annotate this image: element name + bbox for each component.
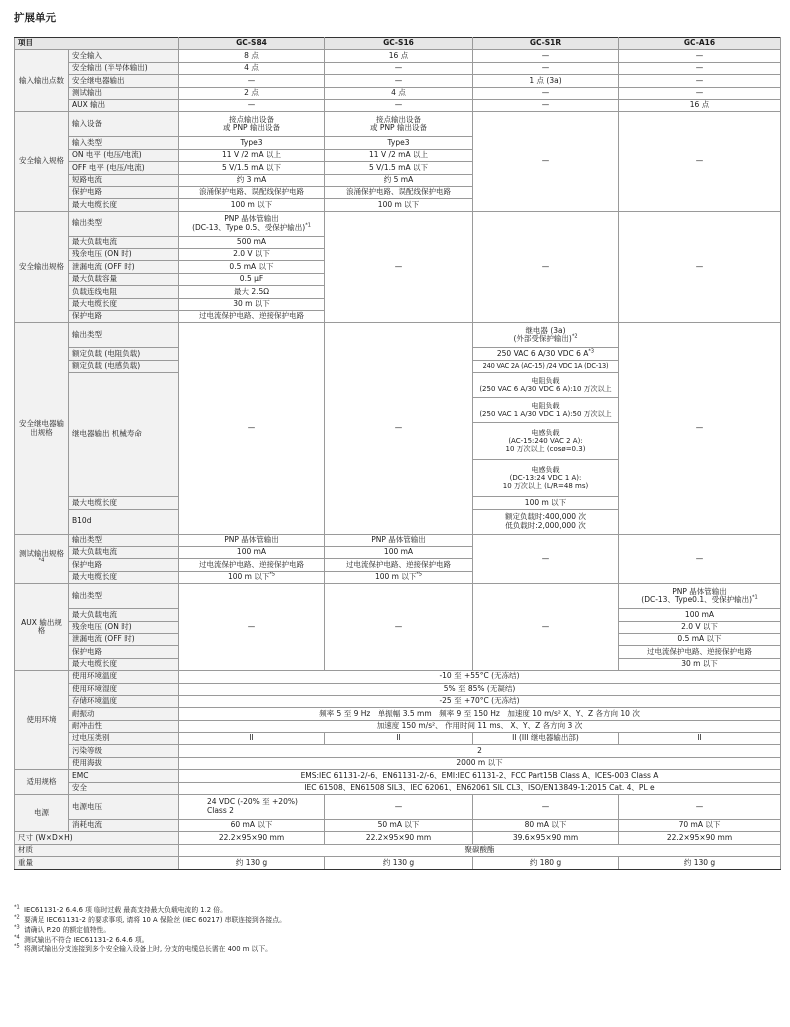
- table-row: [15, 857, 781, 869]
- param-label: 输出类型: [69, 584, 179, 609]
- footnote-ref: *1: [752, 594, 758, 601]
- param-label: 安全输出 (半导体输出): [69, 62, 179, 74]
- category-cell: 安全输出规格: [15, 211, 69, 323]
- value-cell: -25 至 +70°C (无冻结): [179, 695, 781, 707]
- value-cell: II: [619, 733, 781, 745]
- value-cell: 继电器 (3a) (外部受保护输出)$^{*2}$: [473, 323, 619, 348]
- param-label: 安全继电器输出: [69, 75, 179, 87]
- footnote-ref: *2: [571, 333, 578, 340]
- value-cell: 16 点: [325, 50, 473, 62]
- dash-cell: —: [619, 112, 781, 211]
- table-row: [15, 683, 781, 695]
- param-label: 最大电缆长度: [69, 298, 179, 310]
- value-cell: —: [473, 87, 619, 99]
- footnote-ref: *5: [416, 571, 423, 578]
- value-cell: 约 3 mA: [179, 174, 325, 186]
- value-cell: 0.5 mA 以下: [619, 633, 781, 645]
- param-label: 最大电缆长度: [69, 658, 179, 670]
- dash-cell: —: [473, 584, 619, 671]
- value-cell: Type3: [325, 137, 473, 149]
- param-label: 最大负载电流: [69, 609, 179, 621]
- table-row: [15, 50, 781, 62]
- dash-cell: —: [619, 211, 781, 323]
- footnote: $^{*4}$ 测试输出不符合 IEC61131-2 6.4.6 项。: [14, 934, 149, 944]
- param-label: 输入类型: [69, 137, 179, 149]
- footnote: $^{*3}$ 请确认 P.20 的额定值特性。: [14, 924, 111, 934]
- value-cell: 约 180 g: [473, 857, 619, 869]
- page-title: 扩展单元: [14, 12, 56, 24]
- value-cell: 额定负载时:400,000 次 低负载时:2,000,000 次: [473, 509, 619, 534]
- value-cell: 4 点: [179, 62, 325, 74]
- value-cell: —: [619, 795, 781, 820]
- param-label: 耐冲击性: [69, 720, 179, 732]
- param-label: 最大负载电流: [69, 236, 179, 248]
- value-cell: 100 m 以下: [179, 199, 325, 211]
- value-cell: —: [473, 62, 619, 74]
- param-label: 过电压类别: [69, 733, 179, 745]
- value-cell: II: [325, 733, 473, 745]
- value-cell: 2: [179, 745, 781, 757]
- param-label: 最大电缆长度: [69, 497, 179, 509]
- table-row: [15, 844, 781, 856]
- value-cell: 浪涌保护电路、误配线保护电路: [325, 186, 473, 198]
- footnotes: [14, 906, 780, 955]
- param-label: 额定负载 (电感负载): [69, 360, 179, 372]
- param-label: 最大负载电流: [69, 546, 179, 558]
- dash-cell: —: [473, 211, 619, 323]
- value-cell: 电感负载 (DC-13:24 VDC 1 A): 10 万次以上 (L/R=48 ms): [473, 460, 619, 497]
- value-cell: 0.5 μF: [179, 273, 325, 285]
- value-cell: 约 130 g: [179, 857, 325, 869]
- table-row: [15, 695, 781, 707]
- value-cell: 8 点: [179, 50, 325, 62]
- param-label: 重量: [15, 857, 179, 869]
- value-cell: 5 V/1.5 mA 以下: [179, 162, 325, 174]
- value-cell: 加速度 150 m/s²、 作用时间 11 ms、 X、Y、Z 各方向 3 次: [179, 720, 781, 732]
- table-row: [15, 211, 781, 236]
- spec-table: [14, 37, 781, 870]
- header-item: 项目: [15, 38, 179, 50]
- param-label: 保护电路: [69, 559, 179, 571]
- param-label: 残余电压 (ON 时): [69, 249, 179, 261]
- footnote-ref: *4: [38, 557, 45, 564]
- value-cell: 电阻负载 (250 VAC 1 A/30 VDC 1 A):50 万次以上: [473, 398, 619, 423]
- param-label: 输出类型: [69, 211, 179, 236]
- value-cell: 50 mA 以下: [325, 820, 473, 832]
- table-header: [15, 38, 781, 50]
- table-row: [15, 832, 781, 844]
- param-label: 耐振动: [69, 708, 179, 720]
- param-label: 保护电路: [69, 186, 179, 198]
- value-cell: 100 m 以下$^{*5}$: [179, 571, 325, 583]
- value-cell: —: [325, 62, 473, 74]
- category-cell: 安全输入规格: [15, 112, 69, 211]
- value-cell: PNP 晶体管输出 (DC-13、Type 0.5、受保护输出)$^{*1}$: [179, 211, 325, 236]
- value-cell: 22.2×95×90 mm: [179, 832, 325, 844]
- dash-cell: —: [325, 211, 473, 323]
- value-cell: —: [473, 50, 619, 62]
- value-cell: II: [179, 733, 325, 745]
- value-cell: —: [179, 99, 325, 111]
- table-row: [15, 671, 781, 683]
- param-label: B10d: [69, 509, 179, 534]
- category-cell: 输入输出点数: [15, 50, 69, 112]
- param-label: AUX 输出: [69, 99, 179, 111]
- value-cell: 5% 至 85% (无凝结): [179, 683, 781, 695]
- table-row: [15, 708, 781, 720]
- value-cell: 接点输出设备 或 PNP 输出设备: [325, 112, 473, 137]
- value-cell: 聚碳酸酯: [179, 844, 781, 856]
- dash-cell: —: [179, 584, 325, 671]
- value-cell: —: [619, 87, 781, 99]
- param-label: EMC: [69, 770, 179, 782]
- value-cell: 2 点: [179, 87, 325, 99]
- value-cell: 4 点: [325, 87, 473, 99]
- param-label: 负载连线电阻: [69, 286, 179, 298]
- param-label: 短路电流: [69, 174, 179, 186]
- value-cell: —: [325, 795, 473, 820]
- value-cell: 22.2×95×90 mm: [619, 832, 781, 844]
- value-cell: 电阻负载 (250 VAC 6 A/30 VDC 6 A):10 万次以上: [473, 373, 619, 398]
- param-label: 泄漏电流 (OFF 时): [69, 261, 179, 273]
- value-cell: 2.0 V 以下: [179, 249, 325, 261]
- table-row: [15, 112, 781, 137]
- table-row: [15, 782, 781, 794]
- table-row: [15, 87, 781, 99]
- footnote-ref: *5: [269, 571, 276, 578]
- value-cell: IEC 61508、EN61508 SIL3、IEC 62061、EN62061 SIL CL3、ISO/EN13849-1:2015 Cat. 4、PL e: [179, 782, 781, 794]
- category-cell: AUX 输出规格: [15, 584, 69, 671]
- value-cell: 约 130 g: [619, 857, 781, 869]
- table-row: [15, 770, 781, 782]
- header-model: GC-A16: [619, 38, 781, 50]
- value-cell: 16 点: [619, 99, 781, 111]
- value-cell: —: [619, 75, 781, 87]
- value-cell: -10 至 +55°C (无冻结): [179, 671, 781, 683]
- dash-cell: —: [473, 112, 619, 211]
- category-cell: 电源: [15, 795, 69, 832]
- table-row: [15, 534, 781, 546]
- value-cell: —: [473, 99, 619, 111]
- value-cell: 过电流保护电路、逆接保护电路: [179, 311, 325, 323]
- footnote-ref: *1: [305, 222, 311, 229]
- footnote: $^{*5}$ 将测试输出分支连接到多个安全输入设备上时, 分支的电缆总长需在 400 m 以下。: [14, 944, 272, 954]
- param-label: 测试输出: [69, 87, 179, 99]
- param-label: 尺寸 (W×D×H): [15, 832, 179, 844]
- value-cell: 2000 m 以下: [179, 757, 781, 769]
- value-cell: 100 m 以下: [325, 199, 473, 211]
- value-cell: 0.5 mA 以下: [179, 261, 325, 273]
- param-label: 存储环境温度: [69, 695, 179, 707]
- table-row: [15, 99, 781, 111]
- table-row: [15, 584, 781, 609]
- dash-cell: —: [179, 323, 325, 534]
- param-label: 保护电路: [69, 646, 179, 658]
- param-label: 最大电缆长度: [69, 571, 179, 583]
- footnote: $^{*1}$ IEC61131-2 6.4.6 项 临时过载 最高支持最大负载电流的 1.2 倍。: [14, 904, 227, 914]
- value-cell: 250 VAC 6 A/30 VDC 6 $A^{*3}$: [473, 348, 619, 360]
- table-row: [15, 720, 781, 732]
- value-cell: 约 5 mA: [325, 174, 473, 186]
- value-cell: 过电流保护电路、逆接保护电路: [325, 559, 473, 571]
- value-cell: 接点输出设备 或 PNP 输出设备: [179, 112, 325, 137]
- param-label: ON 电平 (电压/电流): [69, 149, 179, 161]
- param-label: 使用环境温度: [69, 671, 179, 683]
- param-label: 输出类型: [69, 534, 179, 546]
- param-label: 安全输入: [69, 50, 179, 62]
- value-cell: 浪涌保护电路、误配线保护电路: [179, 186, 325, 198]
- table-row: [15, 795, 781, 820]
- value-cell: 100 m 以下$^{*5}$: [325, 571, 473, 583]
- param-label: 保护电路: [69, 311, 179, 323]
- table-row: [15, 757, 781, 769]
- param-label: 材质: [15, 844, 179, 856]
- table-row: [15, 323, 781, 348]
- value-cell: —: [179, 75, 325, 87]
- table-row: [15, 745, 781, 757]
- dash-cell: —: [473, 534, 619, 584]
- value-cell: 1 点 (3a): [473, 75, 619, 87]
- footnote: $^{*2}$ 要满足 IEC61131-2 的要求事项, 请将 10 A 保险丝 (IEC 60217) 串联连接到各接点。: [14, 914, 286, 924]
- dash-cell: —: [325, 584, 473, 671]
- header-model: GC-S84: [179, 38, 325, 50]
- value-cell: —: [473, 795, 619, 820]
- table-row: [15, 733, 781, 745]
- value-cell: 24 VDC (-20% 至 +20%) Class 2: [179, 795, 325, 820]
- value-cell: PNP 晶体管输出 (DC-13、Type0.1、受保护输出)$^{*1}$: [619, 584, 781, 609]
- param-label: 安全: [69, 782, 179, 794]
- value-cell: 100 mA: [619, 609, 781, 621]
- value-cell: 39.6×95×90 mm: [473, 832, 619, 844]
- param-label: 电源电压: [69, 795, 179, 820]
- value-cell: 过电流保护电路、逆接保护电路: [179, 559, 325, 571]
- value-cell: Type3: [179, 137, 325, 149]
- category-cell: 安全继电器输出规格: [15, 323, 69, 534]
- value-cell: 100 mA: [325, 546, 473, 558]
- value-cell: 80 mA 以下: [473, 820, 619, 832]
- param-label: 使用环境湿度: [69, 683, 179, 695]
- param-label: 残余电压 (ON 时): [69, 621, 179, 633]
- value-cell: 电感负载 (AC-15:240 VAC 2 A): 10 万次以上 (cosø=0.3): [473, 423, 619, 460]
- category-cell: 使用环境: [15, 671, 69, 770]
- table-row: [15, 62, 781, 74]
- value-cell: 100 mA: [179, 546, 325, 558]
- param-label: OFF 电平 (电压/电流): [69, 162, 179, 174]
- value-cell: 11 V /2 mA 以上: [325, 149, 473, 161]
- value-cell: 11 V /2 mA 以上: [179, 149, 325, 161]
- dash-cell: —: [325, 323, 473, 534]
- header-model: GC-S16: [325, 38, 473, 50]
- param-label: 额定负载 (电阻负载): [69, 348, 179, 360]
- value-cell: 频率 5 至 9 Hz 单振幅 3.5 mm 频率 9 至 150 Hz 加速度 10 m/s² X、Y、Z 各方向 10 次: [179, 708, 781, 720]
- value-cell: PNP 晶体管输出: [325, 534, 473, 546]
- value-cell: 100 m 以下: [473, 497, 619, 509]
- header-model: GC-S1R: [473, 38, 619, 50]
- param-label: 最大电缆长度: [69, 199, 179, 211]
- table-row: [15, 75, 781, 87]
- value-cell: 约 130 g: [325, 857, 473, 869]
- value-cell: 240 VAC 2A (AC-15) /24 VDC 1A (DC-13): [473, 360, 619, 372]
- dash-cell: —: [619, 534, 781, 584]
- value-cell: 过电流保护电路、逆接保护电路: [619, 646, 781, 658]
- value-cell: 60 mA 以下: [179, 820, 325, 832]
- param-label: 最大负载容量: [69, 273, 179, 285]
- param-label: 泄漏电流 (OFF 时): [69, 633, 179, 645]
- value-cell: 2.0 V 以下: [619, 621, 781, 633]
- value-cell: 最大 2.5Ω: [179, 286, 325, 298]
- param-label: 消耗电流: [69, 820, 179, 832]
- value-cell: —: [325, 99, 473, 111]
- param-label: 继电器输出 机械寿命: [69, 373, 179, 497]
- value-cell: —: [619, 62, 781, 74]
- value-cell: 500 mA: [179, 236, 325, 248]
- category-cell: 适用规格: [15, 770, 69, 795]
- value-cell: II (III 继电器输出部): [473, 733, 619, 745]
- param-label: 输入设备: [69, 112, 179, 137]
- value-cell: 30 m 以下: [179, 298, 325, 310]
- value-cell: —: [619, 50, 781, 62]
- value-cell: 70 mA 以下: [619, 820, 781, 832]
- param-label: 污染等级: [69, 745, 179, 757]
- value-cell: 5 V/1.5 mA 以下: [325, 162, 473, 174]
- footnote-ref: *3: [588, 348, 595, 355]
- value-cell: EMS:IEC 61131-2/-6、EN61131-2/-6、EMI:IEC 61131-2、FCC Part15B Class A、ICES-003 Class A: [179, 770, 781, 782]
- table-row: [15, 820, 781, 832]
- value-cell: PNP 晶体管输出: [179, 534, 325, 546]
- value-cell: 30 m 以下: [619, 658, 781, 670]
- param-label: 使用海拔: [69, 757, 179, 769]
- param-label: 输出类型: [69, 323, 179, 348]
- dash-cell: —: [619, 323, 781, 534]
- category-cell: 测试输出规格$^{*4}$: [15, 534, 69, 584]
- value-cell: 22.2×95×90 mm: [325, 832, 473, 844]
- value-cell: —: [325, 75, 473, 87]
